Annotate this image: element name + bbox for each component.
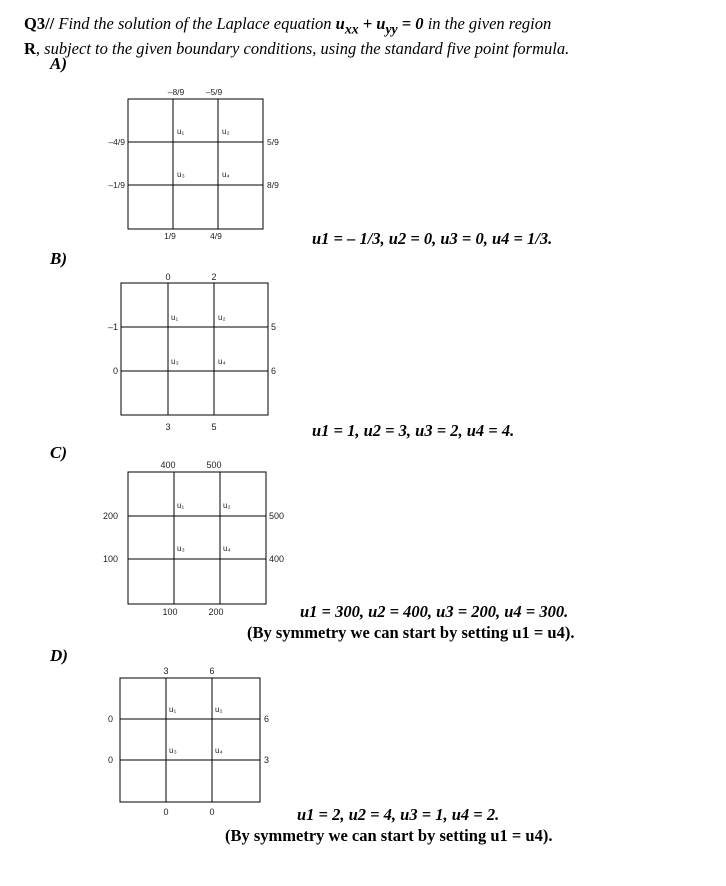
part-c-answer: u1 = 300, u2 = 400, u3 = 200, u4 = 300. xyxy=(300,602,569,621)
equation-plus: + xyxy=(362,14,373,33)
part-a-grid xyxy=(88,84,308,244)
part-b-left-1: –1 xyxy=(107,322,118,332)
part-b-right-1: 5 xyxy=(271,322,277,332)
equation-rhs: = 0 xyxy=(401,14,424,33)
node-u4: u₄ xyxy=(222,170,230,179)
part-b-top-2: 2 xyxy=(211,272,217,282)
node-u2: u₂ xyxy=(218,313,226,322)
part-c-left-2: 100 xyxy=(102,554,118,564)
node-u4: u₄ xyxy=(218,357,226,366)
part-b-right-2: 6 xyxy=(271,366,277,376)
part-d-right-1: 6 xyxy=(264,714,270,724)
part-c-label: C) xyxy=(50,443,67,462)
node-u3: u₃ xyxy=(171,357,179,366)
part-a-label: A) xyxy=(50,54,67,73)
part-b-bottom-1: 3 xyxy=(165,422,171,432)
part-d-answer: u1 = 2, u2 = 4, u3 = 1, u4 = 2. xyxy=(297,805,500,824)
node-u2: u₂ xyxy=(215,705,223,714)
part-c-bottom-2: 200 xyxy=(208,607,224,617)
question-heading xyxy=(24,14,704,59)
part-d-right-2: 3 xyxy=(264,755,270,765)
part-b-left-2: 0 xyxy=(112,366,118,376)
part-b-grid xyxy=(88,270,308,440)
part-c-top-2: 500 xyxy=(206,460,222,470)
part-c-right-1: 500 xyxy=(269,511,285,521)
part-d-note: (By symmetry we can start by setting u1 = u4). xyxy=(225,826,553,845)
region-symbol: R xyxy=(24,39,36,59)
part-d-grid xyxy=(88,660,308,830)
part-c-left-1: 200 xyxy=(102,511,118,521)
node-u1: u₁ xyxy=(177,127,185,136)
part-d-bottom-2: 0 xyxy=(209,807,215,817)
node-u3: u₃ xyxy=(177,544,185,553)
part-d-left-2: 0 xyxy=(107,755,113,765)
part-d-top-2: 6 xyxy=(209,666,215,676)
part-c-grid xyxy=(88,455,318,625)
node-u4: u₄ xyxy=(215,746,223,755)
part-a-left-2: –1/9 xyxy=(108,180,125,190)
part-b-answer: u1 = 1, u2 = 3, u3 = 2, u4 = 4. xyxy=(312,421,515,440)
node-u1: u₁ xyxy=(177,501,185,510)
equation-uyy: $u_{yy}$ xyxy=(376,14,398,37)
node-u4: u₄ xyxy=(223,544,231,553)
part-c-top-1: 400 xyxy=(160,460,176,470)
part-a-answer: u1 = – 1/3, u2 = 0, u3 = 0, u4 = 1/3. xyxy=(312,229,553,248)
part-a-top-1: –8/9 xyxy=(167,87,185,97)
part-a-top-2: –5/9 xyxy=(205,87,223,97)
part-d-bottom-1: 0 xyxy=(163,807,169,817)
question-text-3: , subject to the given boundary conditions, using the standard five point formula. xyxy=(35,39,570,59)
part-d-top-1: 3 xyxy=(163,666,169,676)
part-d-left-1: 0 xyxy=(107,714,113,724)
node-u2: u₂ xyxy=(222,127,230,136)
node-u3: u₃ xyxy=(177,170,185,179)
part-c-bottom-1: 100 xyxy=(162,607,178,617)
part-a-right-2: 8/9 xyxy=(267,180,279,190)
node-u3: u₃ xyxy=(169,746,177,755)
part-c-right-2: 400 xyxy=(269,554,285,564)
question-number: Q3// xyxy=(24,14,55,33)
part-a-right-1: 5/9 xyxy=(267,137,279,147)
part-d-label: D) xyxy=(50,646,68,665)
part-b-label: B) xyxy=(50,249,67,268)
node-u1: u₁ xyxy=(171,313,179,322)
question-text-2: in the given region xyxy=(427,14,552,33)
node-u1: u₁ xyxy=(169,705,177,714)
node-u2: u₂ xyxy=(223,501,231,510)
part-a-left-1: –4/9 xyxy=(108,137,125,147)
part-a-bottom-2: 4/9 xyxy=(210,231,222,241)
question-text-1: Find the solution of the Laplace equation xyxy=(58,14,332,33)
equation-uxx: $u_{xx}$ xyxy=(335,14,359,37)
part-b-bottom-2: 5 xyxy=(211,422,217,432)
part-b-top-1: 0 xyxy=(165,272,171,282)
part-a-bottom-1: 1/9 xyxy=(164,231,176,241)
part-c-note: (By symmetry we can start by setting u1 = u4). xyxy=(247,623,575,642)
